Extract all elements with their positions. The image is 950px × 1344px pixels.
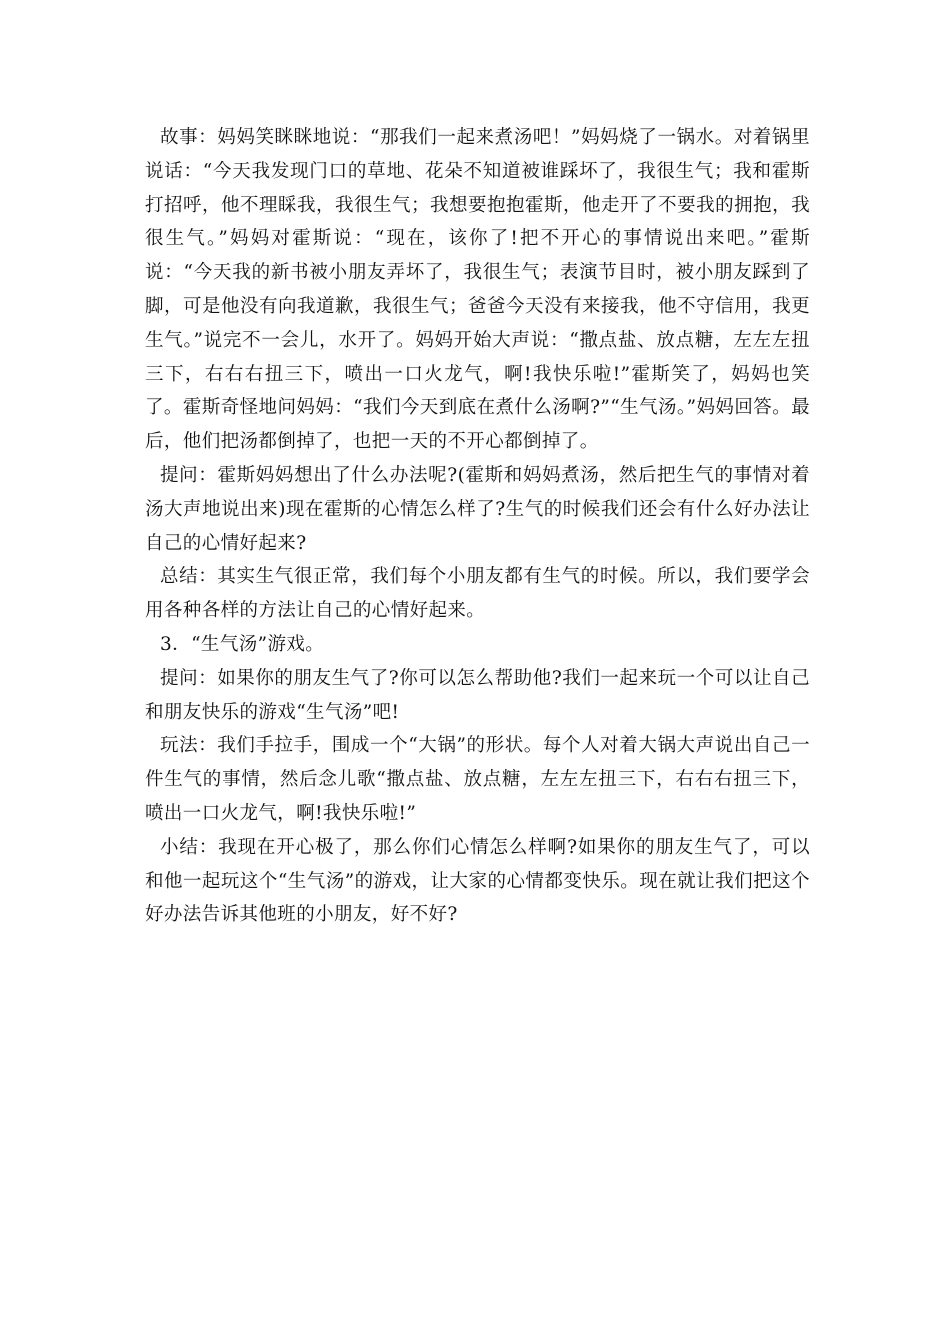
document-body [145, 121, 810, 932]
section-heading-game: 3．“生气汤”游戏。 [160, 633, 325, 655]
paragraph-conclusion: 小结：我现在开心极了，那么你们心情怎么样啊?如果你的朋友生气了，可以和他一起玩这个“生气汤”的游戏，让大家的心情都变快乐。现在就让我们把这个好办法告诉其他班的小朋友，好不好? [145, 836, 810, 926]
paragraph-game-rules: 玩法：我们手拉手，围成一个“大锅”的形状。每个人对着大锅大声说出自己一件生气的事情，然后念儿歌“撒点盐、放点糖，左左左扭三下，右右右扭三下，喷出一口火龙气，啊!我快乐啦!” [145, 735, 810, 824]
paragraph-summary: 总结：其实生气很正常，我们每个小朋友都有生气的时候。所以，我们要学会用各种各样的方法让自己的心情好起来。 [145, 566, 810, 622]
paragraph-game-question: 提问：如果你的朋友生气了?你可以怎么帮助他?我们一起来玩一个可以让自己和朋友快乐的游戏“生气汤”吧! [145, 667, 810, 723]
paragraph-question: 提问：霍斯妈妈想出了什么办法呢?(霍斯和妈妈煮汤，然后把生气的事情对着汤大声地说出来)现在霍斯的心情怎么样了?生气的时候我们还会有什么好办法让自己的心情好起来? [145, 464, 810, 554]
paragraph-story: 故事：妈妈笑眯眯地说：“那我们一起来煮汤吧！”妈妈烧了一锅水。对着锅里说话：“今天我发现门口的草地、花朵不知道被谁踩坏了，我很生气；我和霍斯打招呼，他不理睬我，我很生气；我想要抱抱霍斯，他走开了不要我的拥抱，我很生气。”妈妈对霍斯说：“现在，该你了!把不开心的事情说出来吧。”霍斯说：“今天我的新书被小朋友弄坏了，我很生气；表演节目时，被小朋友踩到了脚，可是他没有向我道歉，我很生气；爸爸今天没有来接我，他不守信用，我更生气。”说完不一会儿，水开了。妈妈开始大声说：“撒点盐、放点糖，左左左扭三下，右右右扭三下，喷出一口火龙气，啊!我快乐啦!”霍斯笑了，妈妈也笑了。霍斯奇怪地问妈妈：“我们今天到底在煮什么汤啊?”“生气汤。”妈妈回答。最后，他们把汤都倒掉了，也把一天的不开心都倒掉了。 [145, 127, 810, 453]
